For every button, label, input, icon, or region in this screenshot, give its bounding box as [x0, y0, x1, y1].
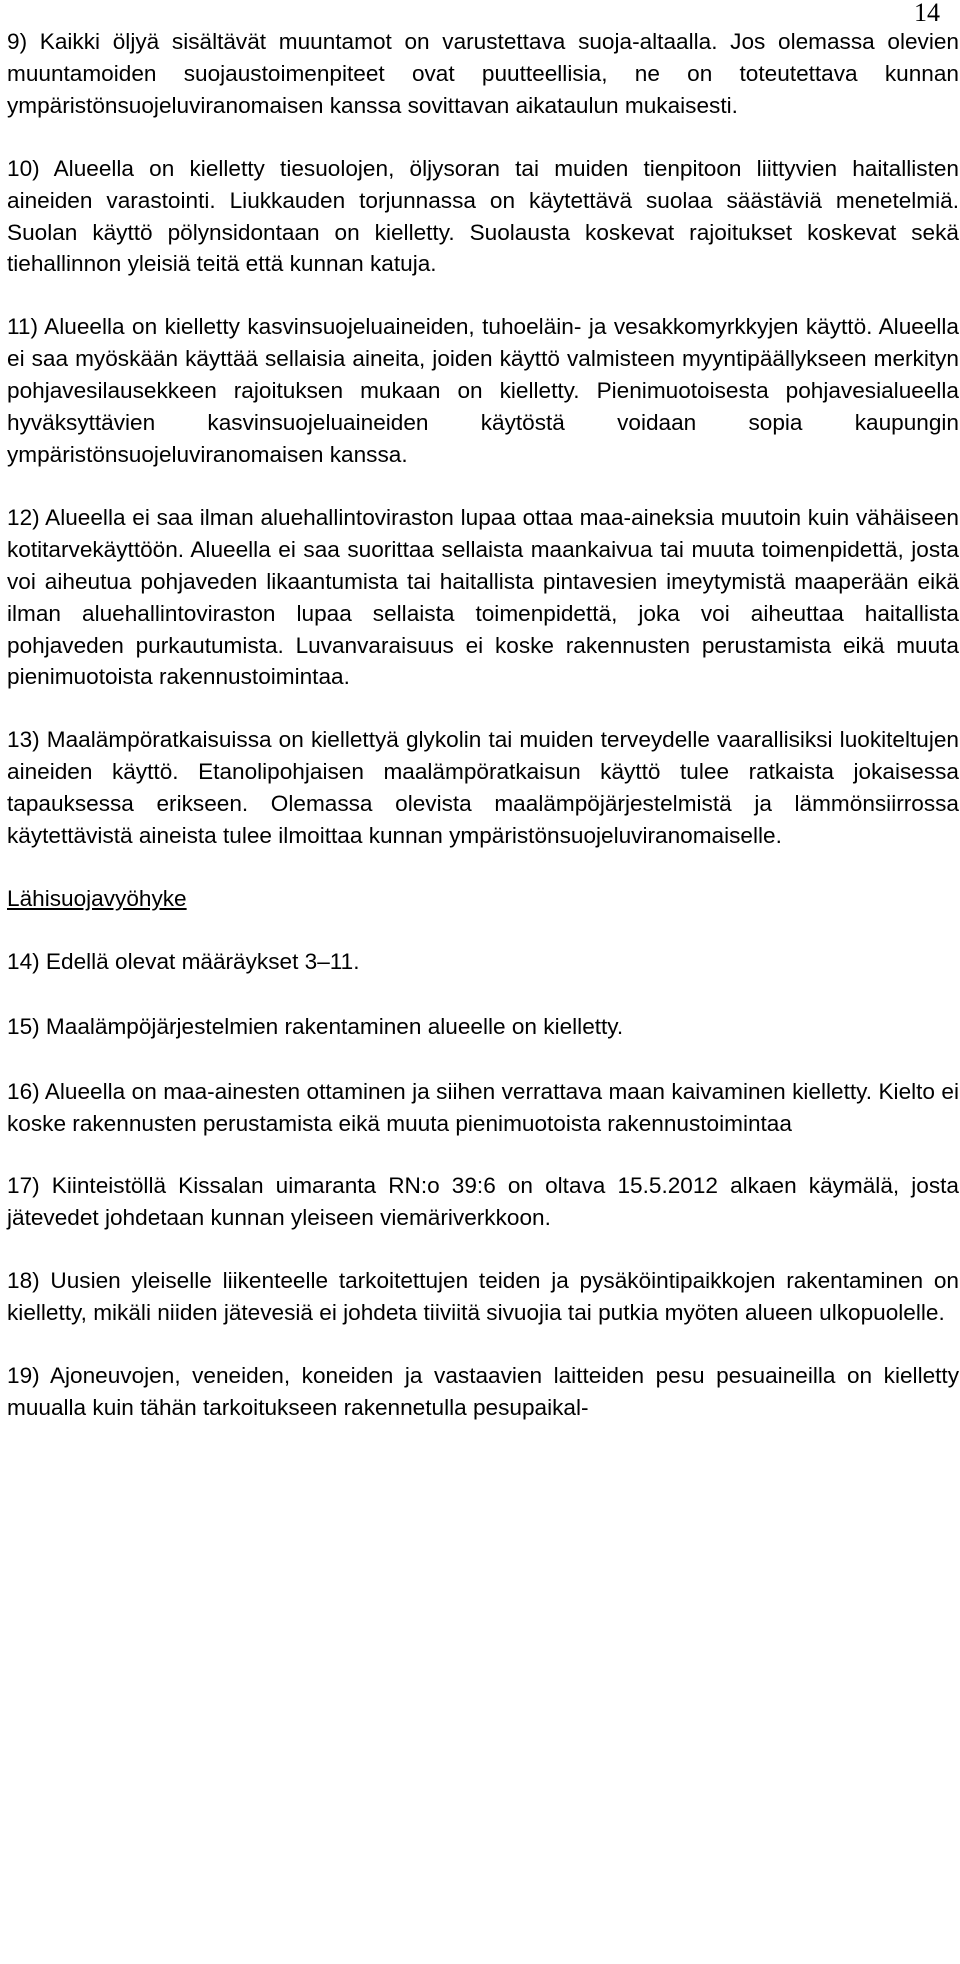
- paragraph-13: 13) Maalämpöratkaisuissa on kiellettyä glykolin tai muiden terveydelle vaarallisiksi luokiteltujen aineiden käyttö. Etanolipohjaisen maalämpöratkaisun käyttö tulee ratkaista jokaisessa tapauksessa erikseen. Olemassa olevista maalämpöjärjestelmistä ja lämmönsiirrossa käytettävistä aineista tulee ilmoittaa kunnan ympäristönsuojeluviranomaiselle.: [7, 727, 959, 849]
- paragraph-19: 19) Ajoneuvojen, veneiden, koneiden ja vastaavien laitteiden pesu pesuaineilla on kielletty muualla kuin tähän tarkoitukseen rakennetulla pesupaikal-: [7, 1363, 959, 1420]
- page-number: 14: [914, 0, 940, 27]
- section-heading: Lähisuojavyöhyke: [7, 885, 187, 911]
- paragraph-12: 12) Alueella ei saa ilman aluehallintoviraston lupaa ottaa maa-aineksia muutoin kuin vähäiseen kotitarvekäyttöön. Alueella ei saa suorittaa sellaista maankaivua tai muuta toimenpidettä, josta voi aiheutua pohjaveden likaantumista tai haitallista pintavesien imeytymistä maaperään eikä ilman aluehallintoviraston lupaa sellaista toimenpidettä, joka voi aiheuttaa haitallista pohjaveden purkautumista. Luvanvaraisuus ei koske rakennusten perustamista eikä muuta pienimuotoista rakennustoimintaa.: [7, 504, 959, 690]
- paragraph-16: 16) Alueella on maa-ainesten ottaminen ja siihen verrattava maan kaivaminen kielletty. Kielto ei koske rakennusten perustamista eikä muuta pienimuotoista rakennustoimintaa: [7, 1078, 959, 1136]
- paragraph-18: 18) Uusien yleiselle liikenteelle tarkoitettujen teiden ja pysäköintipaikkojen rakentaminen on kielletty, mikäli niiden jätevesiä ei johdeta tiiviitä sivuojia tai putkia myöten alueen ulkopuolelle.: [7, 1268, 959, 1326]
- paragraph-17: 17) Kiinteistöllä Kissalan uimaranta RN:o 39:6 on oltava 15.5.2012 alkaen käymälä, josta jätevedet johdetaan kunnan yleiseen viemäriverkkoon.: [7, 1173, 959, 1231]
- paragraph-10: 10) Alueella on kielletty tiesuolojen, öljysoran tai muiden tienpitoon liittyvien haitallisten aineiden varastointi. Liukkauden torjunnassa on käytettävä suolaa säästäviä menetelmiä. Suolan käyttö pölynsidontaan on kielletty. Suolausta koskevat rajoitukset koskevat sekä tiehallinnon yleisiä teitä että kunnan katuja.: [7, 155, 959, 277]
- paragraph-15: 15) Maalämpöjärjestelmien rakentaminen alueelle on kielletty.: [7, 1013, 624, 1039]
- paragraph-11: 11) Alueella on kielletty kasvinsuojeluaineiden, tuhoeläin- ja vesakkomyrkkyjen käyttö. Alueella ei saa myöskään käyttää sellaisia aineita, joiden käyttö valmisteen myyntipäällykseen merkityn pohjavesilausekkeen rajoituksen mukaan on kielletty. Pienimuotoisesta pohjavesialueella hyväksyttävien kasvinsuojeluaineiden käytöstä voidaan sopia kaupungin ympäristönsuojeluviranomaisen kanssa.: [7, 314, 959, 467]
- paragraph-9: 9) Kaikki öljyä sisältävät muuntamot on varustettava suoja-altaalla. Jos olemassa olevien muuntamoiden suojaustoimenpiteet ovat puutteellisia, ne on toteutettava kunnan ympäristönsuojeluviranomaisen kanssa sovittavan aikataulun mukaisesti.: [7, 29, 959, 118]
- paragraph-14: 14) Edellä olevat määräykset 3–11.: [7, 948, 360, 974]
- document-body: [7, 26, 959, 1455]
